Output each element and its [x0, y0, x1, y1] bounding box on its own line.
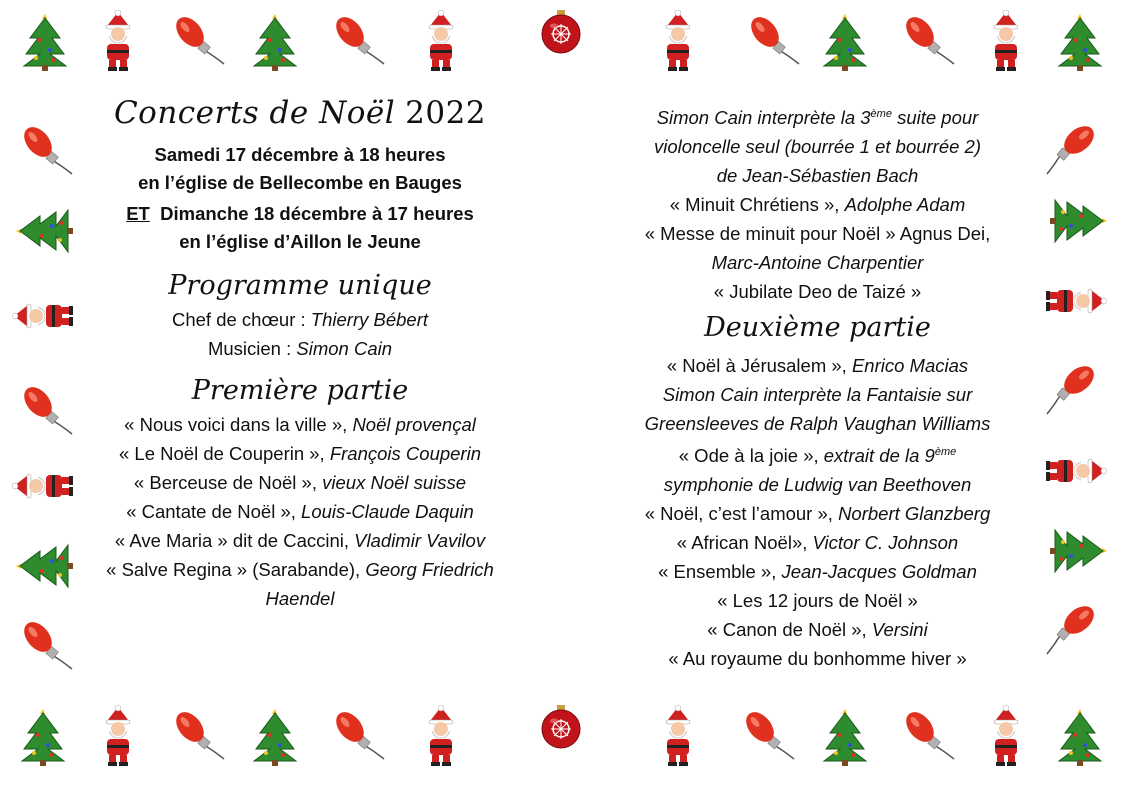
left-column: [95, 95, 505, 613]
messe-line: « Messe de minuit pour Noël » Agnus Dei,: [644, 223, 991, 245]
right-column: [595, 100, 1040, 673]
santa-icon: [12, 465, 74, 507]
musician-line: [95, 334, 505, 363]
christmas-tree-icon: [250, 10, 300, 72]
african-author: Victor C. Johnson: [812, 532, 959, 554]
chef-label: Chef de chœur :: [171, 309, 306, 330]
bach-text-b: suite pour: [891, 107, 979, 129]
part1-item: [95, 526, 505, 555]
ode-title: « Ode à la joie »,: [678, 445, 819, 467]
fantaisie-line-1: Simon Cain interprète la Fantaisie sur: [662, 384, 973, 406]
minuit-title: « Minuit Chrétiens »,: [669, 194, 840, 216]
santa-icon: [1045, 450, 1107, 492]
light-bulb-icon: [1045, 600, 1101, 656]
light-bulb-icon: [18, 120, 74, 176]
jerusalem-line: [595, 351, 1040, 380]
canon-title: « Canon de Noël »,: [707, 619, 867, 641]
part1-heading: Première partie: [191, 375, 409, 406]
african-title: « African Noël»,: [676, 532, 808, 554]
light-bulb-icon: [900, 705, 956, 761]
light-bulb-icon: [18, 380, 74, 436]
part1-item-title: « Berceuse de Noël »,: [133, 472, 317, 493]
amour-author: Norbert Glanzberg: [838, 503, 991, 525]
page-title: [95, 95, 505, 131]
chef-name: Thierry Bébert: [310, 309, 429, 330]
santa-icon: [420, 705, 462, 767]
santa-icon: [97, 10, 139, 72]
part1-item: [95, 410, 505, 439]
part1-item: [95, 555, 505, 613]
part1-item-author: Louis-Claude Daquin: [301, 501, 474, 522]
part1-item-title: « Le Noël de Couperin »,: [119, 443, 325, 464]
bach-line-2: violoncelle seul (bourrée 1 et bourrée 2): [653, 136, 982, 158]
part1-item-author: vieux Noël suisse: [322, 472, 467, 493]
part1-item-author: Georg Friedrich Haendel: [265, 559, 494, 609]
jerusalem-title: « Noël à Jérusalem »,: [666, 355, 847, 377]
first-date: Samedi 17 décembre à 18 heures: [154, 144, 446, 165]
light-bulb-icon: [1045, 120, 1101, 176]
musician-name: Simon Cain: [296, 338, 393, 359]
african-line: [595, 528, 1040, 557]
second-date: Dimanche 18 décembre à 17 heures: [160, 203, 474, 224]
santa-icon: [657, 10, 699, 72]
ornament-icon: [538, 10, 584, 56]
light-bulb-icon: [170, 705, 226, 761]
second-place: en l’église d’Aillon le Jeune: [179, 231, 421, 252]
light-bulb-icon: [330, 10, 386, 66]
ode-sup: ème: [934, 446, 957, 459]
part1-item-title: « Salve Regina » (Sarabande),: [106, 559, 361, 580]
santa-icon: [657, 705, 699, 767]
light-bulb-icon: [900, 10, 956, 66]
royaume-line: « Au royaume du bonhomme hiver »: [668, 648, 967, 670]
jubilate-line: « Jubilate Deo de Taizé »: [713, 281, 922, 303]
part1-item: [95, 439, 505, 468]
santa-icon: [420, 10, 462, 72]
fantaisie-line-2: Greensleeves de Ralph Vaughan Williams: [644, 413, 991, 435]
light-bulb-icon: [170, 10, 226, 66]
light-bulb-icon: [740, 705, 796, 761]
ornament-icon: [538, 705, 584, 751]
part2-heading: Deuxième partie: [704, 312, 931, 344]
title-text: Concerts de Noël: [113, 95, 396, 131]
ode-line-1: [595, 438, 1040, 470]
christmas-tree-icon: [1049, 196, 1111, 246]
santa-icon: [985, 10, 1027, 72]
christmas-tree-icon: [1049, 526, 1111, 576]
christmas-tree-icon: [18, 705, 68, 767]
connector-et: ET: [126, 203, 150, 224]
minuit-line: [595, 190, 1040, 219]
ensemble-title: « Ensemble »,: [658, 561, 777, 583]
part1-item-title: « Cantate de Noël »,: [126, 501, 296, 522]
bach-line-3: de Jean-Sébastien Bach: [716, 165, 919, 187]
ode-line-2: symphonie de Ludwig van Beethoven: [663, 474, 972, 496]
santa-icon: [985, 705, 1027, 767]
canon-line: [595, 615, 1040, 644]
ensemble-line: [595, 557, 1040, 586]
christmas-tree-icon: [820, 705, 870, 767]
part1-item: [95, 468, 505, 497]
santa-icon: [1045, 280, 1107, 322]
ensemble-author: Jean-Jacques Goldman: [781, 561, 977, 583]
canon-author: Versini: [871, 619, 928, 641]
santa-icon: [97, 705, 139, 767]
light-bulb-icon: [330, 705, 386, 761]
minuit-author: Adolphe Adam: [844, 194, 966, 216]
light-bulb-icon: [1045, 360, 1101, 416]
amour-title: « Noël, c’est l’amour »,: [644, 503, 833, 525]
amour-line: [595, 499, 1040, 528]
christmas-tree-icon: [1055, 10, 1105, 72]
christmas-tree-icon: [12, 206, 74, 256]
christmas-tree-icon: [1055, 705, 1105, 767]
bach-line-1: [595, 100, 1040, 132]
programme-heading: Programme unique: [168, 270, 432, 301]
part1-list: [95, 410, 505, 613]
part1-item-author: Noël provençal: [352, 414, 476, 435]
chef-line: [95, 305, 505, 334]
part1-item-title: « Ave Maria » dit de Caccini,: [114, 530, 350, 551]
light-bulb-icon: [18, 615, 74, 671]
jerusalem-author: Enrico Macias: [851, 355, 969, 377]
douze-line: « Les 12 jours de Noël »: [717, 590, 918, 612]
second-date-line: [95, 200, 505, 228]
part1-item: [95, 497, 505, 526]
bach-text-a: Simon Cain interprète la 3: [656, 107, 871, 129]
christmas-tree-icon: [20, 10, 70, 72]
part1-item-title: « Nous voici dans la ville »,: [124, 414, 348, 435]
title-year: 2022: [405, 95, 487, 131]
part1-item-author: Vladimir Vavilov: [354, 530, 486, 551]
first-place: en l’église de Bellecombe en Bauges: [138, 172, 462, 193]
ode-extract: extrait de la 9: [823, 445, 935, 467]
christmas-tree-icon: [250, 705, 300, 767]
part1-item-author: François Couperin: [329, 443, 481, 464]
messe-author: Marc-Antoine Charpentier: [711, 252, 924, 274]
light-bulb-icon: [745, 10, 801, 66]
christmas-tree-icon: [820, 10, 870, 72]
christmas-tree-icon: [12, 541, 74, 591]
musician-label: Musicien :: [207, 338, 292, 359]
santa-icon: [12, 295, 74, 337]
bach-sup: ème: [870, 108, 892, 120]
